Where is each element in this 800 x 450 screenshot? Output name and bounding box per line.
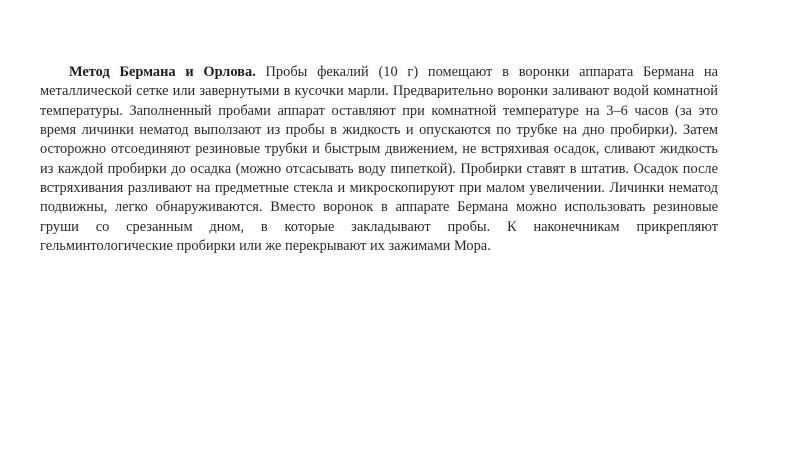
method-paragraph xyxy=(40,63,718,256)
method-heading: Метод Бермана и Орлова. xyxy=(69,64,256,80)
method-body-text: Пробы фекалий (10 г) помещают в воронки аппарата Бермана на металлической сетке или завернутыми в кусочки марли. Предварительно воронки заливают водой комнатной температуры. Заполненный пробами аппарат оставляют при комнатной температуре на 3–6 часов (за это время личинки нематод выползают из пробы в жидкость и опускаются по трубке на дно пробирки). Затем осторожно отсоединяют резиновые трубки и быстрым движением, не встряхивая осадок, сливают жидкость из каждой пробирки до осадка (можно отсасывать воду пипеткой). Пробирки ставят в штатив. Осадок после встряхивания разливают на предметные стекла и микроскопируют при малом увеличении. Личинки нематод подвижны, легко обнаруживаются. Вместо воронок в аппарате Бермана можно использовать резиновые груши со срезанным дном, в которые закладывают пробы. К наконечникам прикрепляют гельминтологические пробирки или же перекрывают их зажимами Мора. xyxy=(40,64,718,255)
